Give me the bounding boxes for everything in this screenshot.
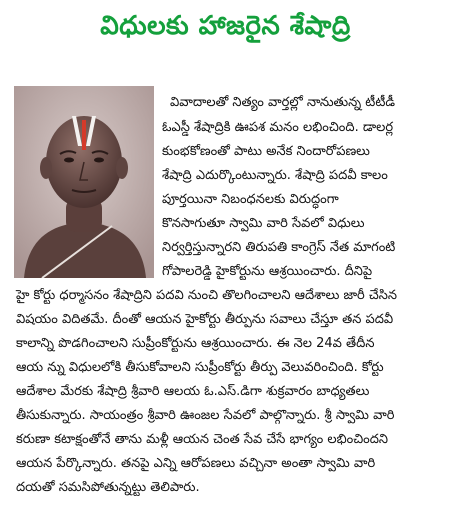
body-line: దయతో సమసిపోతున్నట్టు తెలిపారు.	[16, 480, 200, 495]
body-line: ఆదేశాల మేరకు శేషాద్రి శ్రీవారి ఆలయ ఓ.ఎస్.డిగా శుక్రవారం బాధ్యతలు	[16, 384, 370, 399]
body-line: విషయం విదితమే. దీంతో ఆయన హైకోర్టు తీర్పును సవాలు చేస్తూ తన పదవీ	[16, 312, 394, 327]
body-line: కొనసాగుతూ స్వామి వారి సేవలో విధులు	[162, 216, 365, 231]
body-line: నిర్వర్తిస్తున్నారని తిరుపతి కాంగ్రెస్ నేత మాగంటి	[162, 240, 396, 255]
portrait-photo	[14, 86, 154, 278]
body-line: వివాదాలతో నిత్యం వార్తల్లో నానుతున్న టీటీడీ	[170, 95, 395, 110]
body-line: ఆయ న్ను విధులలోకి తీసుకోవాలని సుప్రీంకోర్టు తీర్పు వెలువరించింది. కోర్టు	[16, 360, 384, 375]
body-line: కరుణా కటాక్షంతోనే తాను మళ్లీ ఆయన చెంత సేవ చేసే భాగ్యం లభించిందని	[16, 432, 389, 447]
body-line: పూర్తయినా నిబంధనలకు విరుద్ధంగా	[162, 192, 339, 207]
body-line: ఆయన పేర్కొన్నారు. తనపై ఎన్ని ఆరోపణలు వచ్చినా అంతా స్వామి వారి	[16, 456, 376, 471]
body-line: కుంభకోణంతో పాటు అనేక నిందారోపణలు	[162, 144, 370, 159]
body-line: కాలాన్ని పొడగించాలని సుప్రీంకోర్టును ఆశ్రయించారు. ఈ నెల 24వ తేదీన	[16, 336, 375, 351]
body-line: శేషాద్రి ఎదుర్కొంటున్నారు. శేషాద్రి పదవీ కాలం	[162, 168, 388, 183]
article-headline: విధులకు హాజరైన శేషాద్రి	[100, 11, 351, 41]
body-line: గోపాలరెడ్డి హైకోర్టును ఆశ్రయించారు. దీనిపై	[162, 264, 373, 279]
body-line: హై కోర్టు ధర్మాసనం శేషాద్రిని పదవి నుంచి తొలగించాలని ఆదేశాలు జారీ చేసిన	[16, 288, 398, 303]
body-line: తీసుకున్నారు. సాయంత్రం శ్రీవారి ఊంజల సేవలో పాల్గొన్నారు. శ్రీ స్వామి వారి	[16, 408, 395, 423]
body-line: ఓఎస్డీ శేషాద్రికి ఊపశ మనం లభించింది. డాలర్ల	[162, 120, 394, 135]
